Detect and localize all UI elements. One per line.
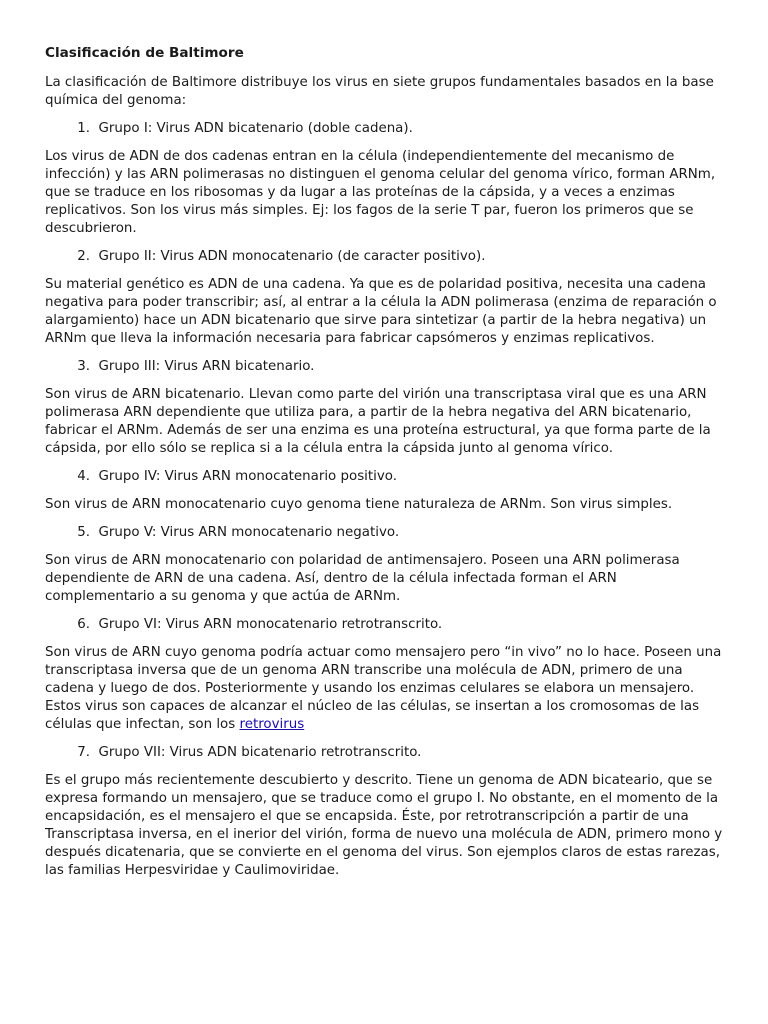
group-heading: Grupo VI: Virus ARN monocatenario retrotranscrito. [98, 617, 443, 632]
list-item-group-4 [45, 468, 728, 486]
group-heading: Grupo I: Virus ADN bicatenario (doble cadena). [98, 121, 413, 136]
list-number: 2. [77, 249, 90, 264]
document-title: Clasificación de Baltimore [45, 45, 244, 61]
group-3-description: Son virus de ARN bicatenario. Llevan como parte del virión una transcriptasa viral que es una ARN polimerasa ARN dependiente que utiliza para, a partir de la hebra negativa del ARN bicatenario, fabricar el ARNm. Además de ser una enzima es una proteína estructural, ya que forma parte de la cápsida, por ello sólo se replica si a la célula entra la cápsida junto al genoma vírico. [45, 387, 711, 456]
list-number: 1. [77, 121, 90, 136]
list-number: 7. [77, 745, 90, 760]
list-item-group-5 [45, 524, 728, 542]
group-6-description-text: Son virus de ARN cuyo genoma podría actuar como mensajero pero “in vivo” no lo hace. Poseen una transcriptasa inversa que de un genoma ARN transcribe una molécula de ADN, primero de una cadena y luego de dos. Posteriormente y usando los enzimas celulares se elabora un mensajero. Estos virus son capaces de alcanzar el núcleo de las células, se insertan a los cromosomas de las células que infectan, son los [45, 645, 722, 732]
list-item-label [90, 616, 442, 634]
list-item-label [90, 524, 399, 542]
group-1-description: Los virus de ADN de dos cadenas entran en la célula (independientemente del mecanismo de infección) y las ARN polimerasas no distinguen el genoma celular del genoma vírico, forman ARNm, que se traduce en los ribosomas y da lugar a las proteínas de la cápsida, y a veces a enzimas replicativos. Son los virus más simples. Ej: los fagos de la serie T par, fueron los primeros que se descubrieron. [45, 149, 716, 236]
list-item-label [90, 248, 485, 266]
group-6-description [45, 644, 728, 734]
group-5-description: Son virus de ARN monocatenario con polaridad de antimensajero. Poseen una ARN polimerasa dependiente de ARN de una cadena. Así, dentro de la célula infectada forman el ARN complementario a su genoma y que actúa de ARNm. [45, 553, 680, 604]
group-heading: Grupo IV: Virus ARN monocatenario positivo. [98, 469, 398, 484]
list-item-group-2 [45, 248, 728, 266]
group-heading: Grupo II: Virus ADN monocatenario (de caracter positivo). [98, 249, 486, 264]
group-heading: Grupo V: Virus ARN monocatenario negativo. [98, 525, 400, 540]
list-number: 3. [77, 359, 90, 374]
list-item-group-3 [45, 358, 728, 376]
list-number: 5. [77, 525, 90, 540]
list-number: 4. [77, 469, 90, 484]
group-2-description: Su material genético es ADN de una cadena. Ya que es de polaridad positiva, necesita una cadena negativa para poder transcribir; así, al entrar a la célula la ADN polimerasa (enzima de reparación o alargamiento) hace un ADN bicatenario que sirve para sintetizar (a partir de la hebra negativa) un ARNm que lleva la información necesaria para fabricar capsómeros y enzimas replicativos. [45, 277, 717, 346]
list-item-group-7 [45, 744, 728, 762]
group-7-description: Es el grupo más recientemente descubierto y descrito. Tiene un genoma de ADN bicateario, que se expresa formando un mensajero, que se traduce como el grupo I. No obstante, en el momento de la encapsidación, es el mensajero el que se encapsida. Éste, por retrotranscripción a partir de una Transcriptasa inversa, en el inerior del virión, forma de nuevo una molécula de ADN, primero mono y después dicatenaria, que se convierte en el genoma del virus. Son ejemplos claros de estas rarezas, las familias Herpesviridae y Caulimoviridae. [45, 773, 723, 878]
intro-paragraph: La clasificación de Baltimore distribuye los virus en siete grupos fundamentales basados en la base química del genoma: [45, 75, 714, 108]
group-heading: Grupo III: Virus ARN bicatenario. [98, 359, 315, 374]
list-item-label [90, 744, 421, 762]
group-heading: Grupo VII: Virus ADN bicatenario retrotranscrito. [98, 745, 422, 760]
group-4-description: Son virus de ARN monocatenario cuyo genoma tiene naturaleza de ARNm. Son virus simples. [45, 497, 673, 512]
list-item-group-6 [45, 616, 728, 634]
list-item-label [90, 358, 314, 376]
list-item-label [90, 468, 397, 486]
list-item-label [90, 120, 413, 138]
retrovirus-link[interactable]: retrovirus [239, 717, 305, 732]
list-number: 6. [77, 617, 90, 632]
list-item-group-1 [45, 120, 728, 138]
